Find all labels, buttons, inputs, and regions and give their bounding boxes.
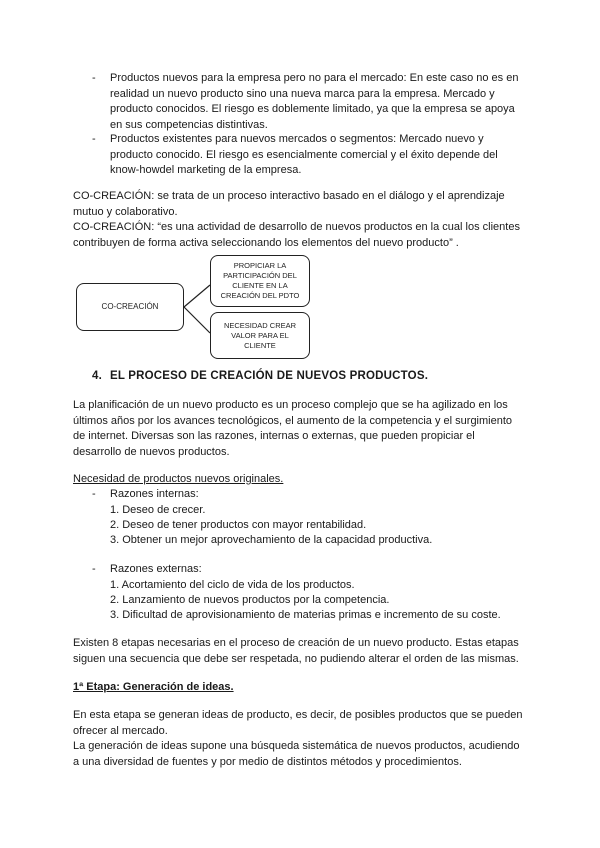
text-line: La generación de ideas supone una búsqueda sistemática de nuevos productos, acudiendo — [73, 740, 520, 752]
external-reasons-label: Razones externas: — [110, 563, 202, 575]
text-line: La planificación de un nuevo producto es un proceso complejo que se ha agilizado en los — [73, 399, 508, 411]
text-line: realidad un nuevo producto sino una nueva marca para la empresa. Mercado y — [110, 87, 495, 100]
diagram-bottom-line: NECESIDAD CREAR — [223, 320, 297, 330]
diagram-top-line: PARTICIPACIÓN DEL — [223, 271, 297, 280]
diagram-bottom-box — [210, 312, 310, 359]
text-line: Productos nuevos para la empresa pero no para el mercado: En este caso no es en — [110, 72, 519, 84]
stages-paragraph — [73, 636, 519, 667]
list-item: 3. Obtener un mejor aprovechamiento de la capacidad productiva. — [110, 534, 433, 546]
diagram-top-box — [210, 255, 310, 307]
text-line: producto conocidos. El riesgo es doblemente limitado, ya que la empresa se apoya — [110, 103, 515, 115]
internal-reasons-label: Razones internas: — [110, 488, 199, 500]
text-line: ofrecer al mercado. — [73, 724, 168, 737]
text-line: siguen una secuencia que debe ser respetada, no pudiendo alterar el orden de las mismas. — [73, 652, 519, 665]
connector-line-top — [184, 285, 210, 307]
need-heading: Necesidad de productos nuevos originales. — [73, 473, 284, 485]
text-line: en sus competencias distintivas. — [110, 118, 268, 131]
diagram-bottom-line: CLIENTE — [244, 340, 276, 350]
list-item: 1. Deseo de crecer. — [110, 504, 206, 516]
text-line: know-howdel marketing de la empresa. — [110, 164, 302, 176]
text-line: Existen 8 etapas necesarias en el proceso de creación de un nuevo producto. Estas etapas — [73, 637, 519, 649]
text-line: últimos años por los avances tecnológicos, el aumento de la competencia y el surgimiento — [73, 414, 513, 427]
diagram-top-line: CLIENTE EN LA — [232, 281, 288, 290]
intro-paragraph — [73, 398, 512, 460]
section-title: EL PROCESO DE CREACIÓN DE NUEVOS PRODUCTOS. — [110, 370, 429, 382]
stage1-paragraph — [73, 708, 523, 770]
text-line: Productos existentes para nuevos mercados o segmentos: Mercado nuevo y — [110, 133, 484, 145]
list-item: 2. Lanzamiento de nuevos productos por la competencia. — [110, 594, 390, 606]
text-line: En esta etapa se generan ideas de producto, es decir, de posibles productos que se pueden — [73, 709, 523, 721]
diagram-main-label: CO-CREACIÓN — [101, 302, 159, 311]
text-line: CO-CREACIÓN: se trata de un proceso interactivo basado en el diálogo y el aprendizaje — [73, 190, 505, 202]
text-line: mutuo y colaborativo. — [73, 205, 178, 218]
text-line: producto conocido. El riesgo es esencialmente comercial y el éxito depende del — [110, 148, 498, 161]
diagram-top-line: CREACIÓN DEL PDTO — [220, 291, 300, 300]
connector-line-bottom — [184, 307, 210, 333]
text-line: CO-CREACIÓN: “es una actividad de desarrollo de nuevos productos en la cual los clientes — [73, 221, 520, 233]
list-item: 3. Dificultad de aprovisionamiento de materias primas e incremento de su coste. — [110, 609, 501, 621]
bullet-dash: - — [92, 563, 96, 575]
section-number: 4. — [92, 370, 102, 382]
text-line: contribuyen de forma activa seleccionando los elementos del nuevo producto” . — [73, 236, 459, 249]
diagram-main-box — [76, 283, 184, 331]
text-line: a una diversidad de fuentes y por medio de distintos métodos y procedimientos. — [73, 755, 462, 768]
list-item: 1. Acortamiento del ciclo de vida de los productos. — [110, 579, 355, 591]
diagram-top-line: PROPICIAR LA — [233, 261, 287, 270]
text-line: desarrollo de nuevos productos. — [73, 445, 230, 458]
diagram-bottom-line: VALOR PARA EL — [231, 330, 289, 340]
bullet-dash: - — [92, 488, 96, 500]
list-item: 2. Deseo de tener productos con mayor rentabilidad. — [110, 519, 367, 531]
bullet-dash: - — [92, 72, 96, 84]
stage1-heading: 1ª Etapa: Generación de ideas. — [73, 681, 234, 693]
text-line: de internet. Diversas son las razones, internas o externas, que pueden propiciar el — [73, 430, 475, 442]
bullet-dash: - — [92, 133, 96, 145]
